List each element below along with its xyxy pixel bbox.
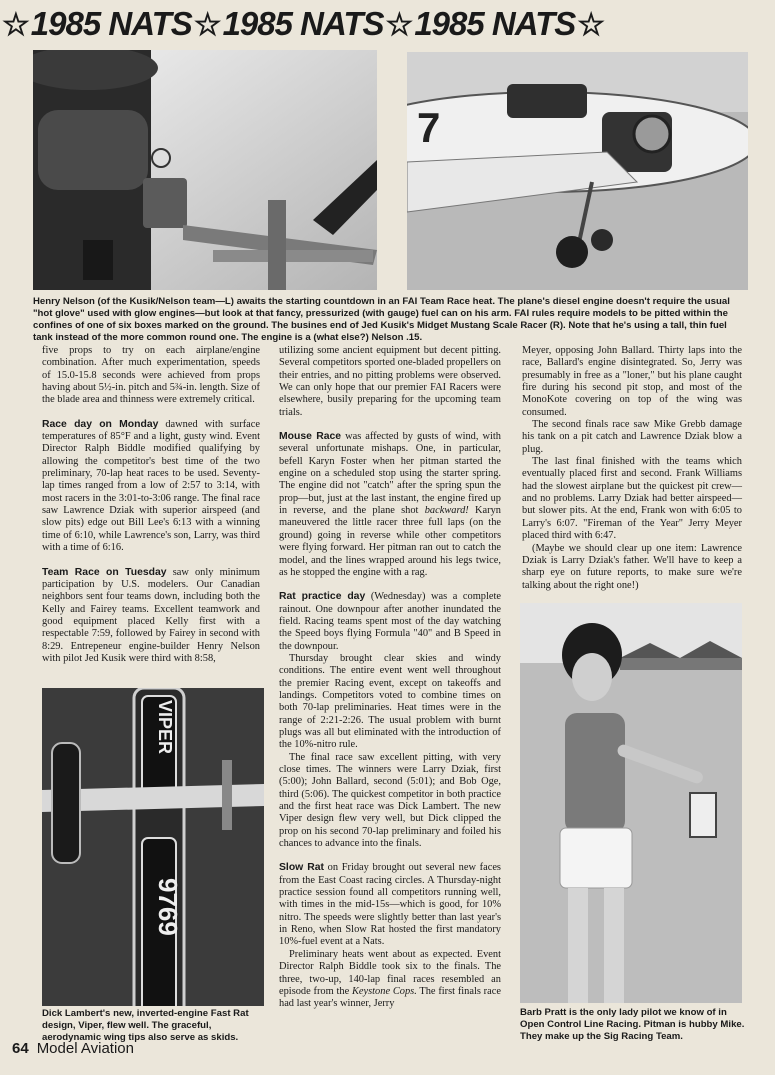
paragraph: The final race saw excellent pitting, with very close times. The winners were Larry Dziak, first (5:00); John Ballard, second (5:01); and Bob Oge, third (5:06). The quickest competitor in both practice and the first heat race was Dick Lambert. The new Viper design flew very well, but Dick clipped the prop on his second 70-lap preliminary and foiled his chances to advance into the finals. (279, 751, 501, 850)
article-column-2 (279, 345, 501, 1011)
article-column-3 (522, 345, 742, 592)
photo-viper (42, 688, 264, 1027)
photo-midget-mustang (407, 52, 748, 290)
nats-banner (0, 4, 775, 44)
page-footer (12, 1040, 134, 1057)
section-heading: Mouse Race (279, 431, 342, 443)
banner-title: 1985 NATS (414, 5, 576, 42)
paragraph-text: The first finals race had last year's winner, Jerry (279, 985, 501, 1010)
paragraph (279, 591, 501, 653)
page-number: 64 (12, 1040, 29, 1057)
photo-barb-pratt-image (520, 603, 742, 1003)
paragraph (279, 431, 501, 579)
star-icon: ☆ (193, 7, 221, 42)
paragraph: Thursday brought clear skies and windy conditions. The entire event went well throughout the premier Racing event, except on takeoffs and landings. Competitors voted to combine times on both 70-lap preliminaries. Heat times were in the range of 2:21-2:26. The usual problem with burnt plugs was all but eliminated with the introduction of the 10%-nitro rule. (279, 652, 501, 751)
viper-caption: Dick Lambert's new, inverted-engine Fast Rat design, Viper, flew well. The graceful, aerodynamic wing tips also serve as skids. (42, 1006, 266, 1044)
paragraph: Meyer, opposing John Ballard. Thirty laps into the race, Ballard's engine disintegrated. So, Jerry was presumably in free as a "loner," but his plane caught fire during his second pit stop, and most of the MonoKote covering on top of the wing was consumed. (522, 345, 742, 418)
paragraph: five props to try on each airplane/engine combination. After much experimentation, speeds of 15.0-15.8 seconds were achieved from props having about 5½-in. pitch and 5¾-in. length. Size of the blade area and thinness were extremely critical. (42, 345, 260, 406)
section-heading: Team Race on Tuesday (42, 566, 167, 578)
photo-barb-pratt (520, 603, 742, 1003)
article-column-1 (42, 345, 260, 665)
paragraph: utilizing some ancient equipment but decent pitting. Several competitors sported one-bladed propellers on their entries, and no pitting problems were observed. We can only hope that our premier FAI Racers were elsewhere, busily preparing for the upcoming team trials. (279, 345, 501, 418)
viper-number-label: 9769 (153, 878, 183, 936)
paragraph (279, 862, 501, 948)
section-heading: Rat practice day (279, 591, 366, 603)
photo-henry-nelson (33, 50, 377, 290)
emphasis: Keystone Cops. (351, 985, 417, 997)
paragraph (279, 949, 501, 1011)
paragraph-text: dawned with surface temperatures of 85°F and a light, gusty wind. Event Director Ralph Biddle modified qualifying by allowing the competitor's best time of the two preliminary, 70-lap heat races to be used. Seventy-lap times ranged from a low of 2:57 to 3:14, with most racers in the 3:01-to-3:06 range. The final race saw Lawrence Dziak with superior airspeed (and slow pits) edge out Bill Lee's 6:13 with a winning time of 6:10, while Lawrence's son, Larry, was third with a time of 6:16. (42, 418, 261, 554)
photo-henry-nelson-image (33, 50, 377, 290)
section-heading: Race day on Monday (42, 418, 159, 430)
paragraph-text: on Friday brought out several new faces from the East Coast racing circles. A Thursday-night practice session found all competitors running well, with times in the mid-15s—which is good, for 10% nitro. The speeds were slightly better than last year's in Reno, when Slow Rat hosted the first mandatory 10%-fuel event at a Nats. (279, 862, 501, 948)
paragraph: (Maybe we should clear up one item: Lawrence Dziak is Larry Dziak's father. We'll have to keep a sharp eye on future reports, to make sure we're talking about the right one!) (522, 542, 742, 591)
paragraph-text: (Wednesday) was a complete rainout. One downpour after another inundated the field. Racing teams spent most of the day watching the Speed boys flying Formula "40" and B Speed in the downpour. (279, 591, 501, 652)
star-icon: ☆ (2, 7, 29, 42)
barb-pratt-caption: Barb Pratt is the only lady pilot we know of in Open Control Line Racing. Pitman is hubby Mike. They make up the Sig Racing Team. (520, 1007, 745, 1042)
paragraph (42, 567, 260, 666)
paragraph (42, 419, 260, 555)
banner-title: 1985 NATS (30, 5, 192, 42)
emphasis: backward! (424, 505, 469, 517)
section-heading: Slow Rat (279, 862, 324, 874)
star-icon: ☆ (385, 7, 413, 42)
paragraph-text: Preliminary heats went about as expected. Event Director Ralph Biddle took six to the finals. The three, two-up, 140-lap final races resembled an episode from the (279, 948, 501, 997)
star-icon: ☆ (577, 7, 605, 42)
paragraph: The last final finished with the teams which eventually placed first and second. Frank Williams had the slowest airplane but the quickest pit crew—and no problems. Larry Dziak had better airspeed—but slower pits. At the end, Frank won with 6:05 to Larry's 6:07. "Fireman of the Year" Jerry Meyer placed third with 6:47. (522, 456, 742, 542)
photo-midget-mustang-image (407, 52, 748, 290)
paragraph-text: saw only minimum participation by U.S. modelers. Our Canadian neighbors sent four teams down, including both the Kelly and Fairey teams. Excellent teamwork and good equipment placed Kelly first with a respectable 7:59, followed by Fairey in second with 8:29. Entrepeneur engine-builder Henry Nelson with pilot Jed Kusik were third with 8:58, (42, 566, 260, 664)
top-photo-caption: Henry Nelson (of the Kusik/Nelson team—L) awaits the starting countdown in an FAI Team Race heat. The plane's diesel engine doesn't require the usual "hot glove" used with glow engines—but look at that fancy, pressurized (with gauge) fuel can on his arm. FAI rules require models to be pitted within the confines of one of six boxes marked on the ground. The busines end of Jed Kusik's Midget Mustang Scale Racer (R). Note that he's using a tall, thin fuel tank instead of the more common round one. The engine is a (what else?) Nelson .15. (33, 296, 730, 343)
magazine-name: Model Aviation (36, 1040, 134, 1057)
paragraph: The second finals race saw Mike Grebb damage his tank on a pit catch and Lawrence Dziak blow a plug. (522, 419, 742, 455)
svg-text:7: 7 (417, 104, 441, 151)
viper-name-label: VIPER (155, 700, 175, 755)
photo-viper-image (42, 688, 264, 1027)
paragraph-text: Karyn maneuvered the little racer three full laps (on the ground) going in reverse while other competitors were flying forward. Her pitman ran out to catch the model, and the lines wrapped around his legs twice, as he stopped the engine with a rag. (279, 505, 501, 578)
paragraph-text: was affected by gusts of wind, with several unfortunate mishaps. One, in particular, befell Karyn Foster when her pitman started the engine on a scheduled stop using the starter spring. The engine did not "catch" after the spring spun the prop—but, just at the last instant, the engine fired up in reverse, and the plane shot (279, 431, 501, 517)
banner-title: 1985 NATS (222, 5, 384, 42)
